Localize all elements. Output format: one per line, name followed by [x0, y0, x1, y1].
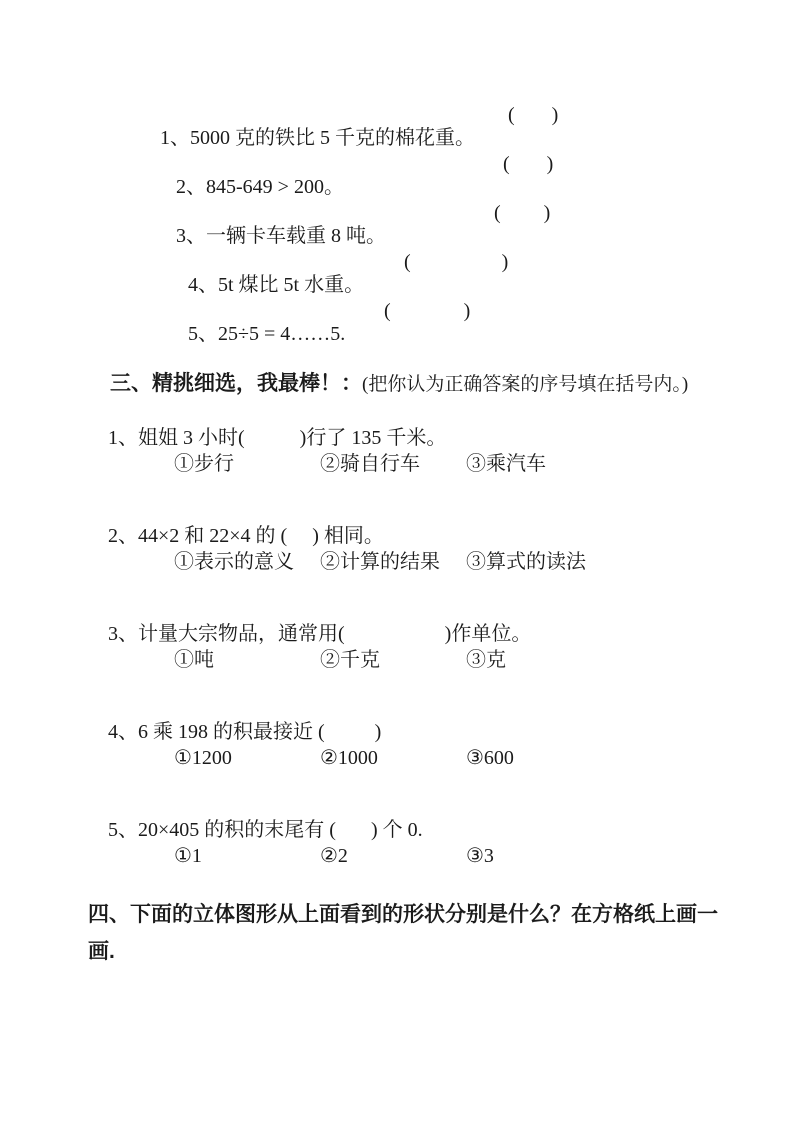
judge-item-5	[0, 300, 793, 349]
option-5-1: ①1	[174, 845, 202, 867]
option-5-3: ③3	[466, 845, 494, 867]
choice-question-4-text: 4、6 乘 198 的积最接近 ( )	[108, 721, 382, 743]
choice-question-5	[0, 796, 793, 845]
option-3-3: ③克	[466, 649, 506, 671]
option-1-2: ②骑自行车	[320, 453, 420, 475]
judge-item-1-answer-blank: ( )	[508, 104, 560, 126]
choice-section-instruction: (把你认为正确答案的序号填在括号内。)	[362, 374, 689, 395]
choice-question-3-options	[0, 649, 793, 698]
judge-item-4-answer-blank: ( )	[404, 251, 510, 273]
option-5-2: ②2	[320, 845, 348, 867]
choice-question-3-text: 3、计量大宗物品，通常用( )作单位。	[108, 623, 532, 645]
option-2-3: ③算式的读法	[466, 551, 586, 573]
choice-question-2-text: 2、44×2 和 22×4 的 ( ) 相同。	[108, 525, 384, 547]
choice-question-5-text: 5、20×405 的积的末尾有 ( ) 个 0.	[108, 819, 423, 841]
choice-question-1-options	[0, 453, 793, 502]
option-1-3: ③乘汽车	[466, 453, 546, 475]
judge-item-3-answer-blank: ( )	[494, 202, 552, 224]
choice-question-1-text: 1、姐姐 3 小时( )行了 135 千米。	[108, 427, 447, 449]
judge-item-2	[0, 153, 793, 202]
choice-question-2	[0, 502, 793, 551]
choice-question-4	[0, 698, 793, 747]
choice-question-2-options	[0, 551, 793, 600]
choice-question-4-options	[0, 747, 793, 796]
option-3-2: ②千克	[320, 649, 380, 671]
option-4-2: ②1000	[320, 747, 378, 769]
judge-item-1	[0, 104, 793, 153]
choice-question-5-options	[0, 845, 793, 894]
choice-question-1	[0, 404, 793, 453]
choice-section-heading	[0, 349, 793, 404]
option-2-1: ①表示的意义	[174, 551, 294, 573]
draw-section-heading: 四、下面的立体图形从上面看到的形状分别是什么？在方格纸上画一画.	[88, 903, 718, 963]
judge-item-1-text: 1、5000 克的铁比 5 千克的棉花重。	[160, 127, 475, 149]
judge-item-3-text: 3、一辆卡车载重 8 吨。	[176, 225, 386, 247]
judge-item-2-text: 2、845-649 > 200。	[176, 176, 344, 198]
option-4-1: ①1200	[174, 747, 232, 769]
judge-item-4	[0, 251, 793, 300]
choice-question-3	[0, 600, 793, 649]
option-1-1: ①步行	[174, 453, 234, 475]
option-2-2: ②计算的结果	[320, 551, 440, 573]
judge-item-4-text: 4、5t 煤比 5t 水重。	[188, 274, 365, 296]
judge-item-5-answer-blank: ( )	[384, 300, 472, 322]
judge-item-2-answer-blank: ( )	[503, 153, 555, 175]
judge-item-3	[0, 202, 793, 251]
judge-item-5-text: 5、25÷5 = 4……5.	[188, 323, 346, 345]
choice-section-title: 三、精挑细选，我最棒！：	[110, 372, 362, 395]
option-3-1: ①吨	[174, 649, 214, 671]
option-4-3: ③600	[466, 747, 514, 769]
